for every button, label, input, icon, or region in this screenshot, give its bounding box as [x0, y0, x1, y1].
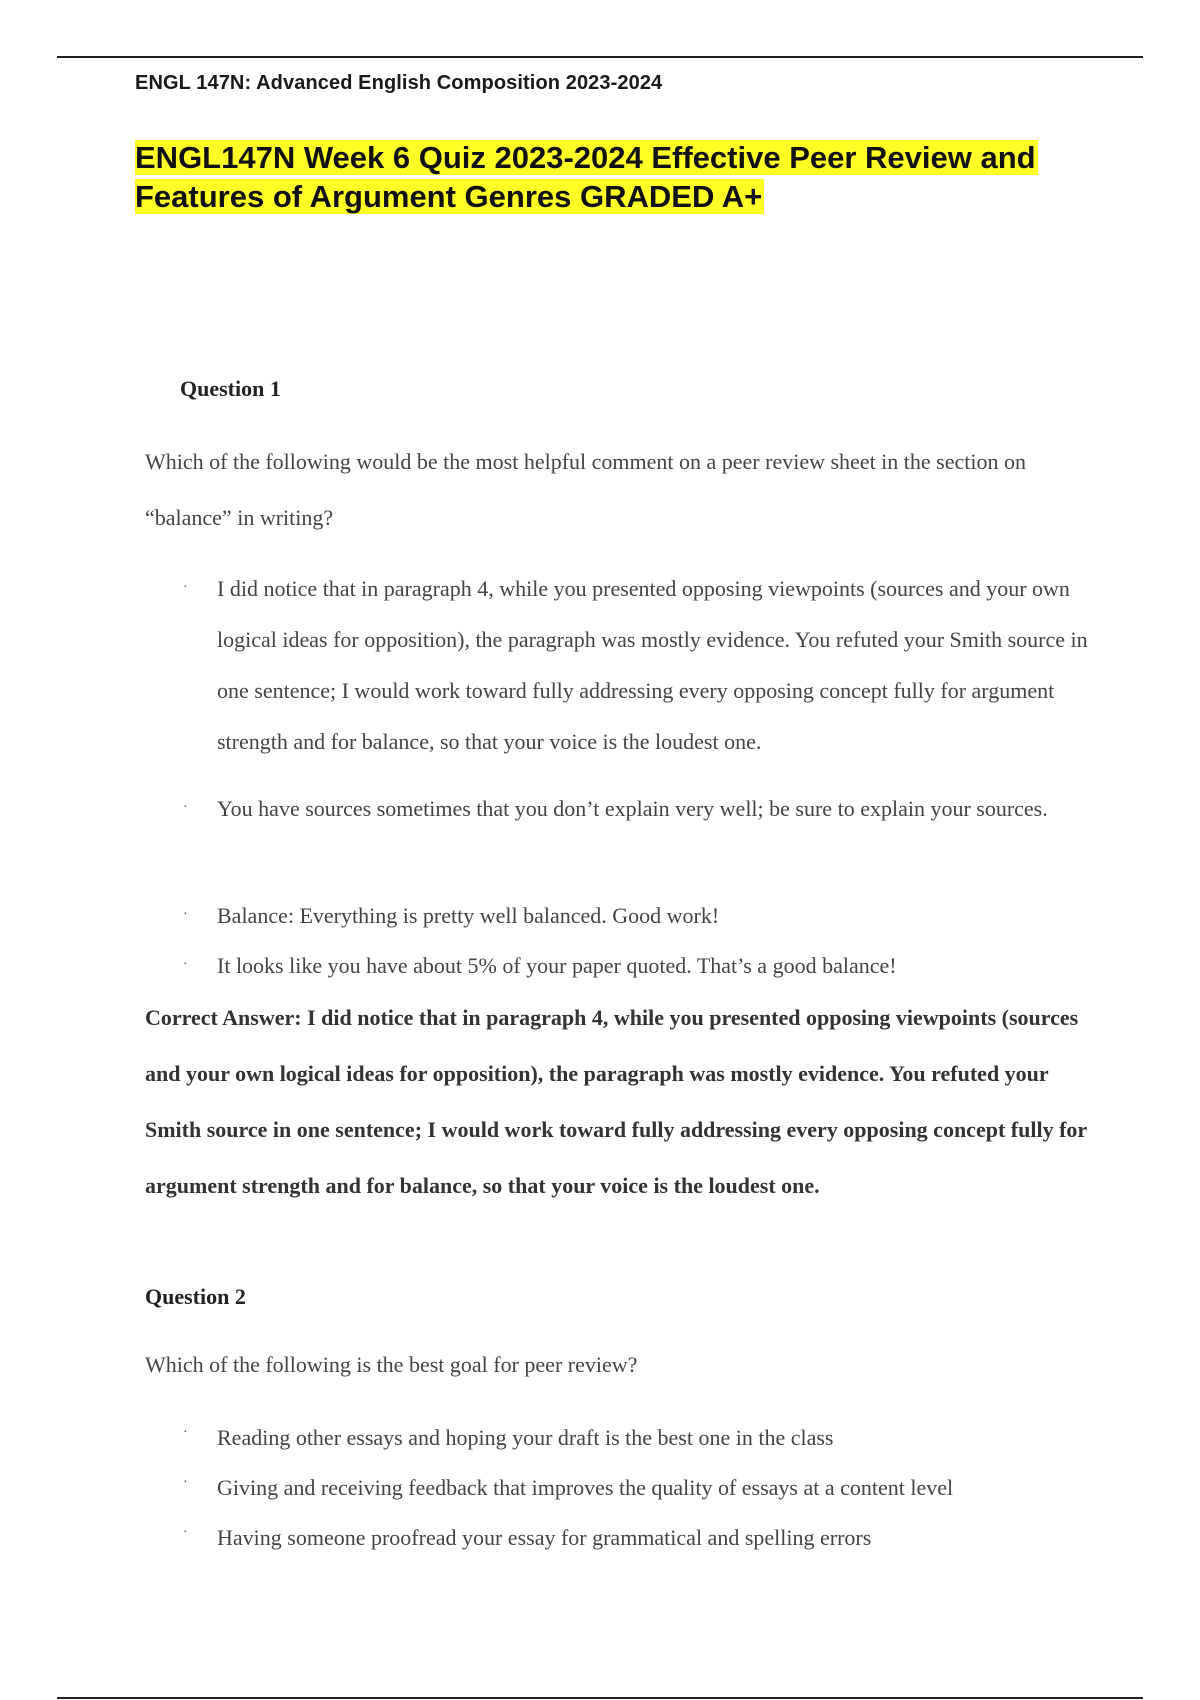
question-heading: Question 2	[145, 1284, 246, 1309]
question-heading: Question 1	[180, 376, 281, 401]
bullet-icon: ·	[183, 1525, 188, 1540]
course-title: ENGL 147N: Advanced English Composition 2023-2024	[135, 72, 663, 94]
bullet-icon: ·	[183, 907, 188, 922]
bullet-icon: ·	[183, 800, 188, 815]
question-text: Which of the following would be the most helpful comment on a peer review sheet in the section on “balance” in writing?	[145, 449, 1026, 530]
answer-option: Balance: Everything is pretty well balanced. Good work!	[217, 903, 720, 928]
question-text: Which of the following is the best goal for peer review?	[145, 1352, 638, 1377]
answer-option: Having someone proofread your essay for grammatical and spelling errors	[217, 1525, 872, 1550]
header-rule	[57, 56, 1143, 58]
title-line-2: Features of Argument Genres GRADED A+	[135, 179, 763, 214]
bullet-icon: ·	[183, 580, 188, 595]
answer-option: You have sources sometimes that you don’t explain very well; be sure to explain your sources.	[217, 796, 1048, 821]
answer-option: Giving and receiving feedback that improves the quality of essays at a content level	[217, 1475, 954, 1500]
correct-answer: Correct Answer: I did notice that in paragraph 4, while you presented opposing viewpoints (sources and your own logical ideas for opposition), the paragraph was mostly evidence. You refuted your Smith source in one sentence; I would work toward fully addressing every opposing concept fully for argument strength and for balance, so that your voice is the loudest one.	[145, 1005, 1087, 1198]
bullet-icon: ·	[183, 957, 188, 972]
bullet-icon: ·	[183, 1475, 188, 1490]
bullet-icon: ·	[183, 1425, 188, 1440]
answer-option: It looks like you have about 5% of your paper quoted. That’s a good balance!	[217, 953, 897, 978]
title-line-1: ENGL147N Week 6 Quiz 2023-2024 Effective Peer Review and	[135, 140, 1036, 175]
answer-option: Reading other essays and hoping your draft is the best one in the class	[217, 1425, 834, 1450]
page-title	[135, 138, 1135, 216]
answer-option: I did notice that in paragraph 4, while you presented opposing viewpoints (sources and your own logical ideas for opposition), the paragraph was mostly evidence. You refuted your Smith source in one sentence; I would work toward fully addressing every opposing concept fully for argument strength and for balance, so that your voice is the loudest one.	[217, 576, 1088, 754]
footer-rule	[57, 1697, 1143, 1699]
